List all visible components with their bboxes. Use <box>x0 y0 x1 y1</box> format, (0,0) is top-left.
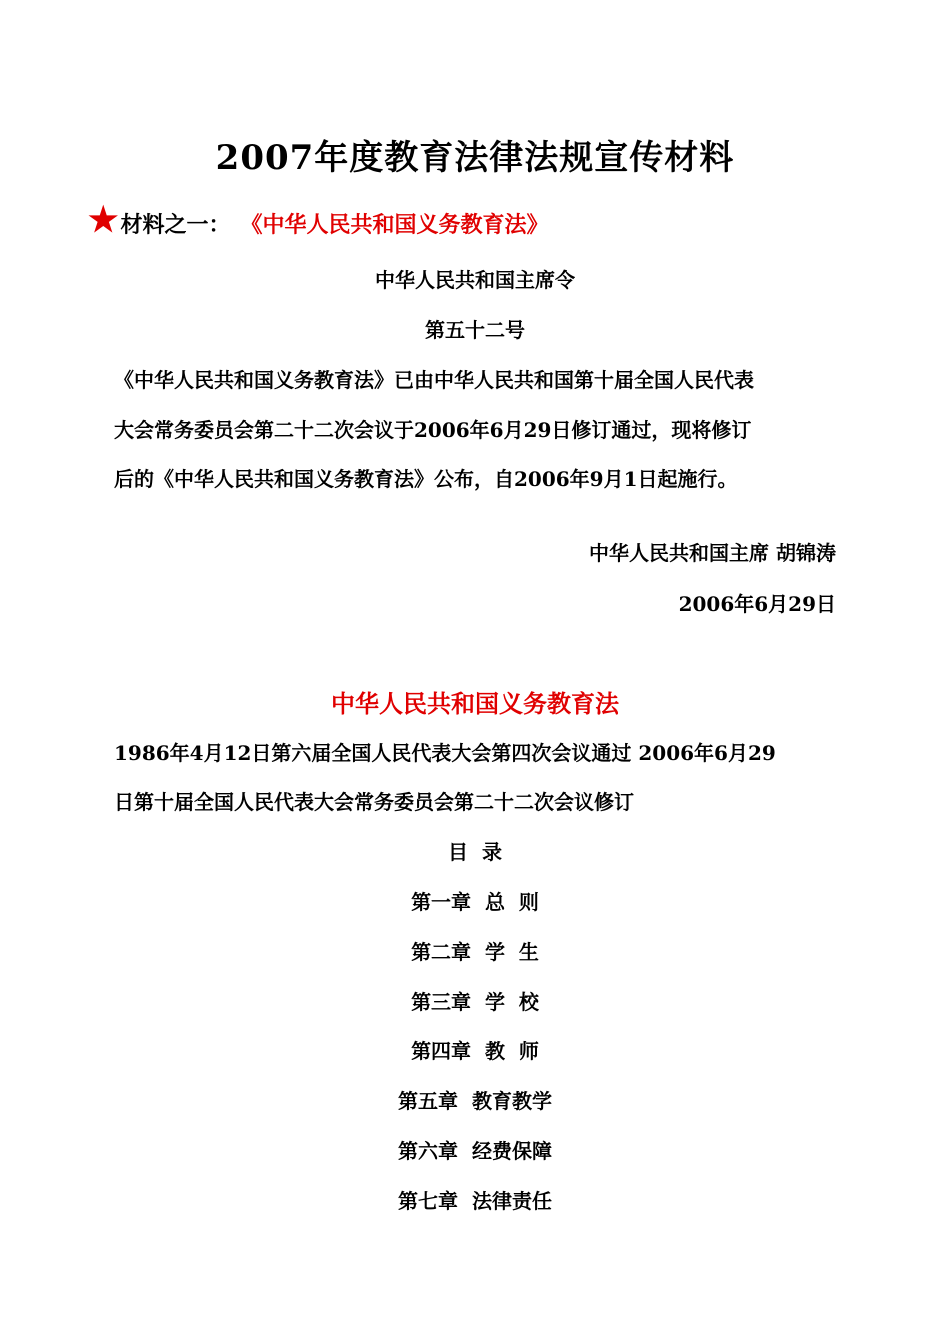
decree-body-line: 大会常务委员会第二十二次会议于2006年6月29日修订通过，现将修订 <box>114 418 752 442</box>
toc-heading: 目 录 <box>448 840 502 864</box>
toc-item: 第一章 总 则 <box>411 890 539 914</box>
toc-item: 第六章 经费保障 <box>398 1139 552 1163</box>
material-heading <box>88 200 549 240</box>
toc-item: 第二章 学 生 <box>411 940 539 964</box>
toc-item: 第七章 法律责任 <box>398 1189 552 1213</box>
star-icon: ★ <box>88 200 119 240</box>
law-title: 中华人民共和国义务教育法 <box>331 689 619 718</box>
material-law-name: 《中华人民共和国义务教育法》 <box>240 211 549 238</box>
toc-item: 第三章 学 校 <box>411 990 539 1014</box>
toc-item: 第四章 教 师 <box>411 1039 539 1063</box>
law-history-line: 日第十届全国人民代表大会常务委员会第二十二次会议修订 <box>114 790 634 814</box>
decree-body-line: 《中华人民共和国义务教育法》已由中华人民共和国第十届全国人民代表 <box>114 368 754 392</box>
material-label: 材料之一： <box>120 211 231 238</box>
decree-number: 第五十二号 <box>425 318 525 342</box>
toc-item: 第五章 教育教学 <box>398 1089 552 1113</box>
document-title: 2007年度教育法律法规宣传材料 <box>215 138 735 178</box>
law-history-line: 1986年4月12日第六届全国人民代表大会第四次会议通过 2006年6月29 <box>114 741 776 765</box>
decree-issuer: 中华人民共和国主席令 <box>375 268 575 292</box>
decree-date: 2006年6月29日 <box>678 592 836 616</box>
decree-signature: 中华人民共和国主席 胡锦涛 <box>589 541 836 565</box>
decree-body-line: 后的《中华人民共和国义务教育法》公布，自2006年9月1日起施行。 <box>114 467 738 491</box>
